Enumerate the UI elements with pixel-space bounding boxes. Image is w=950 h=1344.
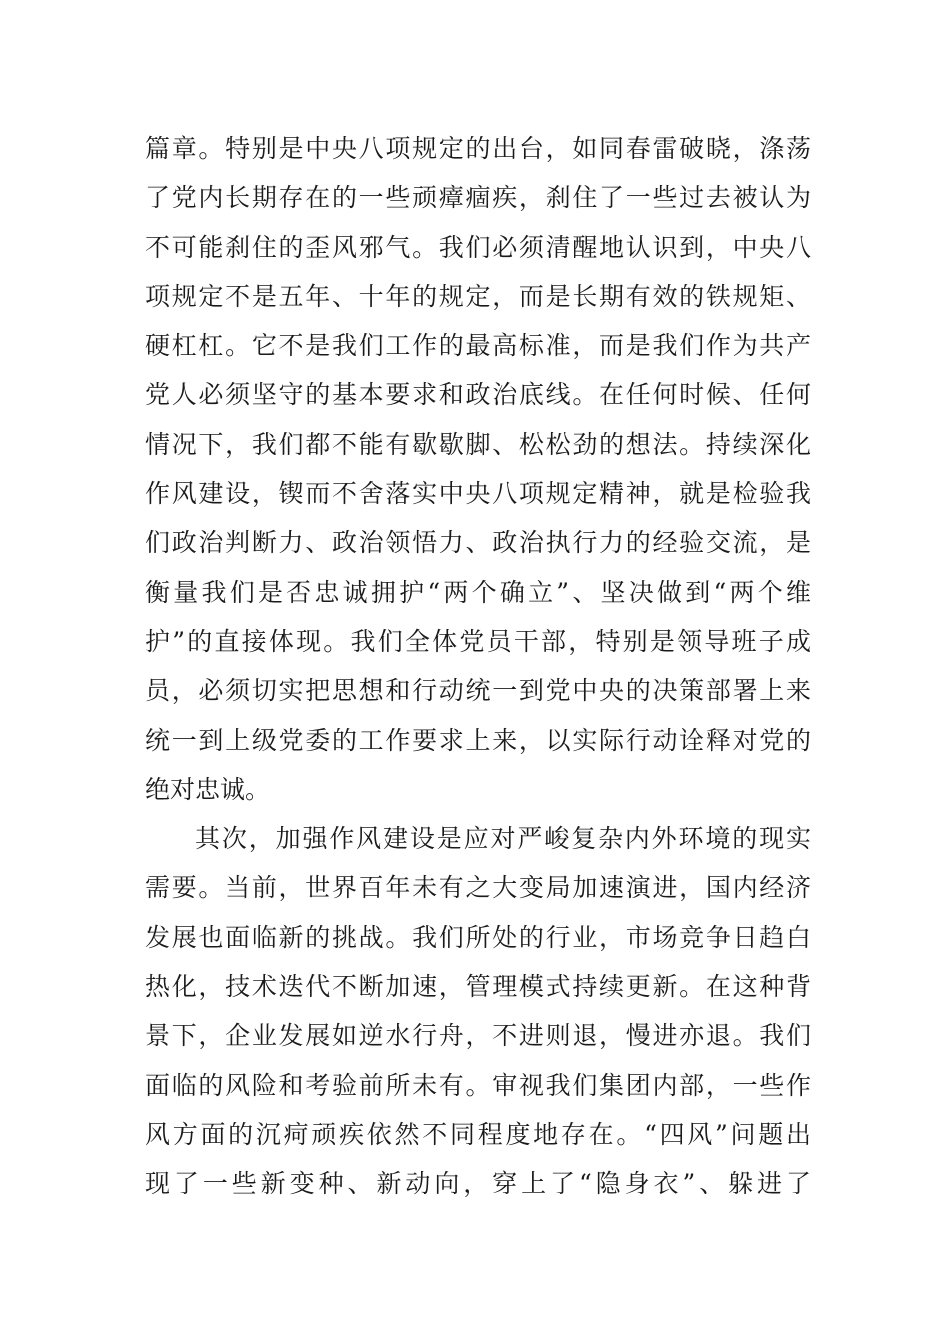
text-line: 景下，企业发展如逆水行舟，不进则退，慢进亦退。我们 xyxy=(145,1021,811,1051)
text-line: 需要。当前，世界百年未有之大变局加速演进，国内经济 xyxy=(145,873,811,903)
paragraph-1 xyxy=(145,124,811,814)
text-line: 现了一些新变种、新动向，穿上了“隐身衣”、躲进了 xyxy=(145,1169,811,1199)
text-line: 了党内长期存在的一些顽瘴痼疾，刹住了一些过去被认为 xyxy=(145,183,811,213)
text-line: 情况下，我们都不能有歇歇脚、松松劲的想法。持续深化 xyxy=(145,429,811,459)
text-line: 硬杠杠。它不是我们工作的最高标准，而是我们作为共产 xyxy=(145,331,811,361)
text-line: 面临的风险和考验前所未有。审视我们集团内部，一些作 xyxy=(145,1070,811,1100)
text-line: 护”的直接体现。我们全体党员干部，特别是领导班子成 xyxy=(145,626,811,656)
paragraph-2 xyxy=(145,814,811,1208)
text-line: 衡量我们是否忠诚拥护“两个确立”、坚决做到“两个维 xyxy=(145,577,811,607)
text-line: 绝对忠诚。 xyxy=(145,774,271,804)
text-line: 作风建设，锲而不舍落实中央八项规定精神，就是检验我 xyxy=(145,479,811,509)
body-text xyxy=(145,124,811,1209)
text-line: 党人必须坚守的基本要求和政治底线。在任何时候、任何 xyxy=(145,380,811,410)
text-line: 其次，加强作风建设是应对严峻复杂内外环境的现实 xyxy=(195,824,811,854)
text-line: 风方面的沉疴顽疾依然不同程度地存在。“四风”问题出 xyxy=(145,1119,811,1149)
text-line: 们政治判断力、政治领悟力、政治执行力的经验交流，是 xyxy=(145,528,811,558)
text-line: 发展也面临新的挑战。我们所处的行业，市场竞争日趋白 xyxy=(145,922,811,952)
text-line: 员，必须切实把思想和行动统一到党中央的决策部署上来 xyxy=(145,676,811,706)
text-line: 项规定不是五年、十年的规定，而是长期有效的铁规矩、 xyxy=(145,281,811,311)
text-line: 热化，技术迭代不断加速，管理模式持续更新。在这种背 xyxy=(145,972,811,1002)
text-line: 不可能刹住的歪风邪气。我们必须清醒地认识到，中央八 xyxy=(145,232,811,262)
text-line: 统一到上级党委的工作要求上来，以实际行动诠释对党的 xyxy=(145,725,811,755)
text-line: 篇章。特别是中央八项规定的出台，如同春雷破晓，涤荡 xyxy=(145,134,811,163)
